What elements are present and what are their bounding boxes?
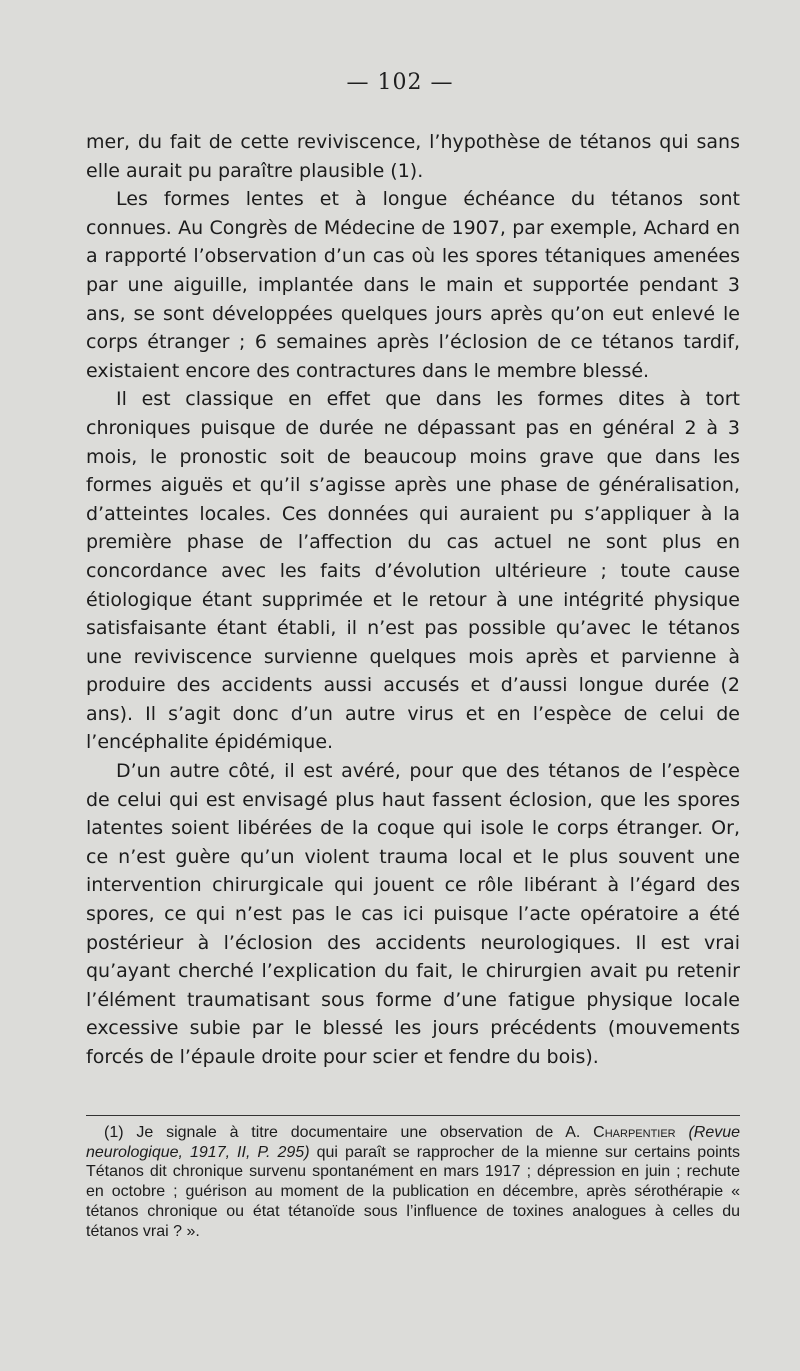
paragraph-2: Les formes lentes et à longue échéance du tétanos sont connues. Au Congrès de Médecine de 1907, par exemple, Achard en a rapporté l’observation d’un cas où les spores tétaniques amenées par une aiguille, implantée dans le main et supportée pendant 3 ans, se sont développées quelques jours après qu’on eut enlevé le corps étranger ; 6 semaines après l’éclosion de ce tétanos tardif, existaient encore des contractures dans le membre blessé. <box>86 188 740 382</box>
paragraph-3: Il est classique en effet que dans les formes dites à tort chroniques puisque de durée ne dépassant pas en général 2 à 3 mois, le pronostic soit de beaucoup moins grave que dans les formes aiguës et qu’il s’agisse après une phase de généralisation, d’atteintes locales. Ces données qui auraient pu s’appliquer à la première phase de l’affection du cas actuel ne sont plus en concordance avec les faits d’évolution ultérieure ; toute cause étiologique étant supprimée et le retour à une intégrité physique satisfaisante étant établi, il n’est pas possible qu’avec le tétanos une reviviscence survienne quelques mois après et parvienne à produire des accidents aussi accusés et d’aussi longue durée (2 ans). Il s’agit donc d’un autre virus et en l’espèce de celui de l’encéphalite épidémique. <box>86 388 740 754</box>
paragraph-4: D’un autre côté, il est avéré, pour que des tétanos de l’espèce de celui qui est envisagé plus haut fassent éclosion, que les spores latentes soient libérées de la coque qui isole le corps étranger. Or, ce n’est guère qu’un violent trauma local et le plus souvent une intervention chirurgicale qui jouent ce rôle libérant à l’égard des spores, ce qui n’est pas le cas ici puisque l’acte opératoire a été postérieur à l’éclosion des accidents neurologiques. Il est vrai qu’ayant cherché l’explication du fait, le chirurgien avait pu retenir l’élément traumatisant sous forme d’une fatigue physique locale excessive subie par le blessé les jours précédents (mouvements forcés de l’épaule droite pour scier et fendre du bois). <box>86 760 740 1068</box>
footnote <box>86 1123 740 1241</box>
body-text <box>86 128 740 1072</box>
paragraph-1: mer, du fait de cette reviviscence, l’hypothèse de tétanos qui sans elle aurait pu paraître plausible (1). <box>86 131 740 182</box>
footnote-citation: (Revue neurologique, 1917, II, P. 295) <box>86 1124 741 1161</box>
footnote-text-before: Je signale à titre documentaire une observation de A. <box>136 1124 581 1141</box>
footnote-text-after: qui paraît se rapprocher de la mienne sur certains points Tétanos dit chronique survenu spontanément en mars 1917 ; dépression en juin ; rechute en octobre ; guérison au moment de la publication en décembre, après sérothérapie « tétanos chronique ou état tétanoïde sous l’influence de toxines analogues à celles du tétanos vrai ? ». <box>86 1143 741 1240</box>
footnote-author: Charpentier <box>593 1124 676 1141</box>
footnote-separator <box>86 1115 740 1116</box>
footnote-marker: (1) <box>104 1124 124 1141</box>
page-number: — 102 — <box>346 70 454 95</box>
